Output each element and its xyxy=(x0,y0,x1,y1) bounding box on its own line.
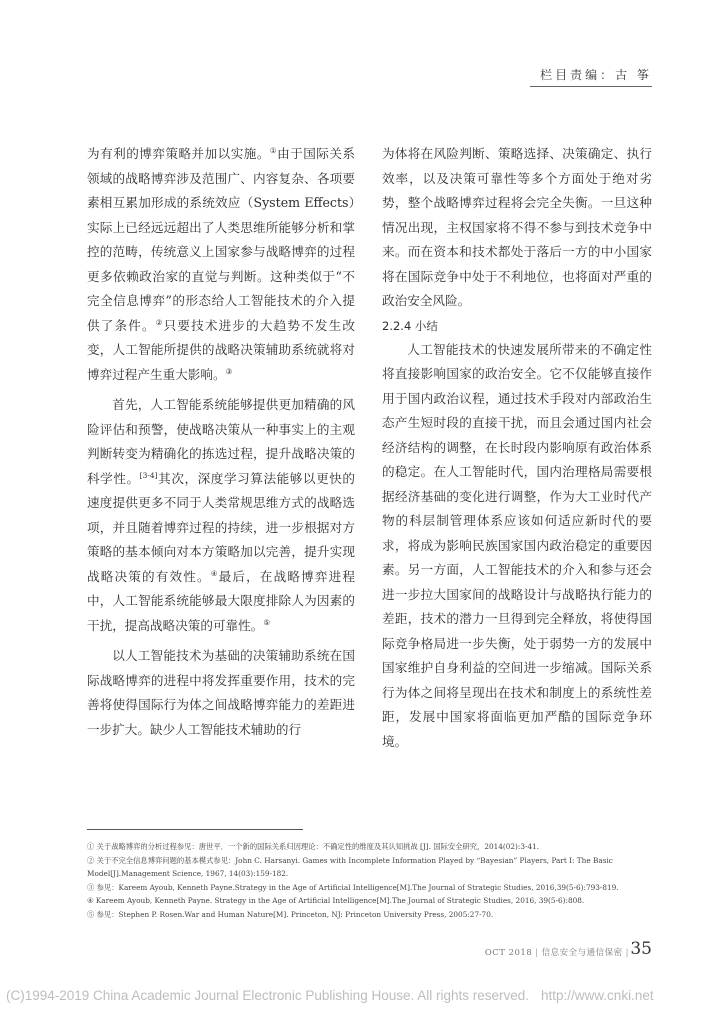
footnote-ref-3[interactable]: ③ xyxy=(225,366,233,376)
footnote-divider xyxy=(87,829,303,830)
right-paragraph-2: 人工智能技术的快速发展所带来的不确定性将直接影响国家的政治安全。它不仅能够直接作用于国内政治议程，通过技术手段对内部政治生态产生短时段的直接干扰，而且会通过国内社会经济结构的调整，在长时段内影响原有政治体系的稳定。在人工智能时代，国内治理格局需要根据经济基础的变化进行调整，作为大工业时代产物的科层制管理体系应该如何适应新时代的要求，将成为影响民族国家国内政治稳定的重要因素。另一方面，人工智能技术的介入和参与还会进一步拉大国家间的战略设计与战略执行能力的差距，技术的潜力一旦得到完全释放，将使得国际竞争格局进一步失衡，处于弱势一方的发展中国家维护自身利益的空间进一步缩减。国际关系行为体之间将呈现出在技术和制度上的系统性差距，发展中国家将面临更加严酷的国际竞争环境。 xyxy=(382,341,652,749)
citation-ref-3-4[interactable]: [3-4] xyxy=(139,470,158,480)
section-heading-2-2-4: 2.2.4 小结 xyxy=(382,318,438,333)
footnote-ref-4[interactable]: ④ xyxy=(210,568,219,578)
footer-separator: | xyxy=(535,948,539,958)
footnote-ref-1[interactable]: ① xyxy=(269,146,278,155)
copyright-watermark xyxy=(6,988,718,1003)
column-editor: 栏目责编：古 筝 xyxy=(540,68,652,82)
left-paragraph-3: 以人工智能技术为基础的决策辅助系统在国际战略博弈的进程中将发挥重要作用，技术的完善将使得国际行为体之间战略博弈能力的差距进一步扩大。缺少人工智能技术辅助的行 xyxy=(87,648,355,737)
issue-date: OCT 2018 xyxy=(484,948,533,958)
header-rule xyxy=(530,86,652,87)
right-column xyxy=(382,142,652,754)
footnote-1: ① 关于战略博弈的分析过程参见：唐世平．一个新的国际关系归因理论：不确定性的维度及其认知挑战 [J]. 国际安全研究，2014(02):3-41. xyxy=(87,842,540,851)
footnote-3: ③ 参见：Kareem Ayoub, Kenneth Payne.Strategy in the Age of Artificial Intelligence[M].The Journal of Strategic Studies, 2016,39(5-6):793-819. xyxy=(87,882,619,892)
copyright-text: (C)1994-2019 China Academic Journal Electronic Publishing House. All rights reserved. xyxy=(6,988,530,1003)
footnote-ref-2[interactable]: ② xyxy=(155,317,164,327)
footnote-5: ⑤ 参见：Stephen P. Rosen.War and Human Nature[M]. Princeton, NJ: Princeton University Press, 2005:27-70. xyxy=(87,909,494,919)
footer-separator-2: | xyxy=(625,948,629,958)
journal-name: 信息安全与通信保密 xyxy=(541,948,623,958)
left-paragraph-1: 为有利的博弈策略并加以实施。①由于国际关系领域的战略博弈涉及范围广、内容复杂、各项要素相互累加形成的系统效应（System Effects）实际上已经远远超出了人类思维所能够分析和掌控的范畴，传统意义上国家参与战略博弈的过程更多依赖政治家的直觉与判断。这种类似于“不完全信息博弈”的形态给人工智能技术的介入提供了条件。②只要技术进步的大趋势不发生改变，人工智能所提供的战略决策辅助系统就将对博弈过程产生重大影响。③ xyxy=(87,146,356,382)
footnotes xyxy=(87,840,653,921)
page-number: 35 xyxy=(630,939,652,959)
footnote-ref-5[interactable]: ⑤ xyxy=(263,617,271,627)
right-paragraph-1: 为体将在风险判断、策略选择、决策确定、执行效率，以及决策可靠性等多个方面处于绝对劣势，整个战略博弈过程将会完全失衡。一旦这种情况出现，主权国家将不得不参与到技术竞争中来。而在资本和技术都处于落后一方的中小国家将在国际竞争中处于不利地位，也将面对严重的政治安全风险。 xyxy=(382,146,652,308)
footnote-2: ② 关于不完全信息博弈问题的基本模式参见：John C. Harsanyi. Games with Incomplete Information Played by “Bayesian” Players, Part I: The Basic Model[J].Management Science, 1967, 14(03):159-182. xyxy=(87,855,613,878)
footnote-4: ④ Kareem Ayoub, Kenneth Payne. Strategy in the Age of Artificial Intelligence[M].The Journal of Strategic Studies, 2016, 39(5-6):808. xyxy=(87,896,585,905)
cnki-link[interactable]: http://www.cnki.net xyxy=(541,988,654,1003)
left-column xyxy=(87,142,355,742)
journal-footer xyxy=(485,946,632,958)
left-paragraph-2: 首先，人工智能系统能够提供更加精确的风险评估和预警，使战略决策从一种事实上的主观判断转变为精确化的拣选过程，提升战略决策的科学性。[3-4]其次，深度学习算法能够以更快的速度提供更多不同于人类常规思维方式的战略选项，并且随着博弈过程的持续，进一步根据对方策略的基本倾向对本方策略加以完善，提升实现战略决策的有效性。④最后，在战略博弈进程中，人工智能系统能够最大限度排除人为因素的干扰，提高战略决策的可靠性。⑤ xyxy=(87,397,356,633)
